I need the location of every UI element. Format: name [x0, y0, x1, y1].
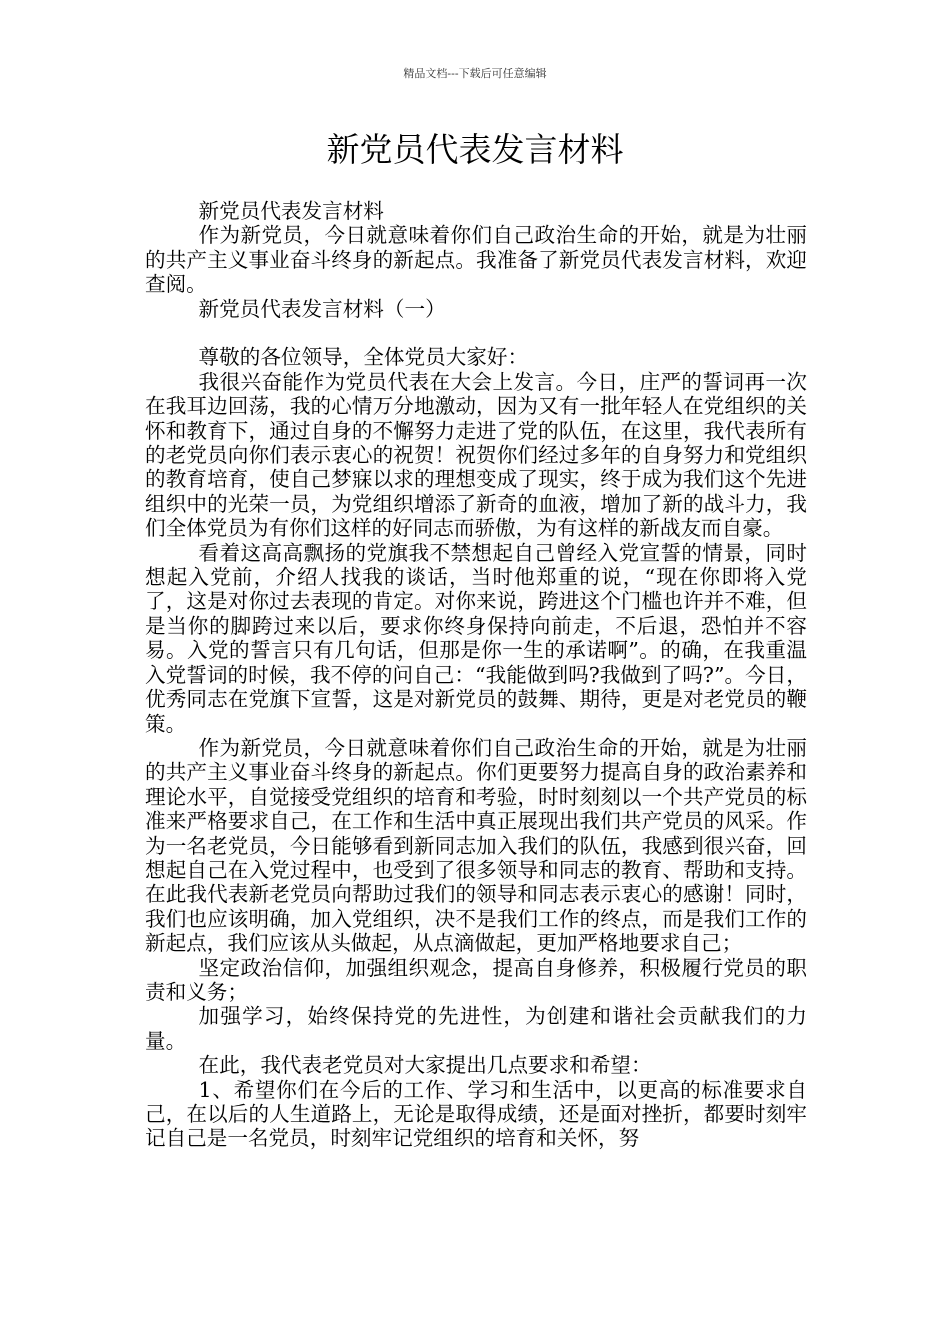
- paragraph: 加强学习，始终保持党的先进性，为创建和谐社会贡献我们的力量。: [145, 1004, 807, 1053]
- paragraph: 作为新党员，今日就意味着你们自己政治生命的开始，就是为壮丽的共产主义事业奋斗终身的新起点。我准备了新党员代表发言材料，欢迎查阅。: [145, 223, 807, 297]
- blank-line: [145, 321, 807, 345]
- paragraph: 新党员代表发言材料（一）: [198, 296, 446, 321]
- paragraph: 尊敬的各位领导，全体党员大家好：: [198, 345, 529, 370]
- paragraph: 坚定政治信仰，加强组织观念，提高自身修养，积极履行党员的职责和义务；: [145, 955, 807, 1004]
- paragraph: 新党员代表发言材料: [198, 199, 384, 223]
- paragraph: 看着这高高飘扬的党旗我不禁想起自己曾经入党宣誓的情景，同时想起入党前，介绍人找我的谈话，当时他郑重的说，“现在你即将入党了，这是对你过去表现的肯定。对你来说，跨进这个门槛也许并不难，但是当你的脚跨过来以后，要求你终身保持向前走，不后退，恐怕并不容易。入党的誓言只有几句话，但那是你一生的承诺啊”。的确，在我重温入党誓词的时候，我不停的问自己：“我能做到吗?我做到了吗?”。今日，优秀同志在党旗下宣誓，这是对新党员的鼓舞、期待，更是对老党员的鞭策。: [145, 540, 807, 736]
- paragraph: 我很兴奋能作为党员代表在大会上发言。今日，庄严的誓词再一次在我耳边回荡，我的心情万分地激动，因为又有一批年轻人在党组织的关怀和教育下，通过自身的不懈努力走进了党的队伍，在这里，我代表所有的老党员向你们表示衷心的祝贺！祝贺你们经过多年的自身努力和党组织的教育培育，使自己梦寐以求的理想变成了现实，终于成为我们这个先进组织中的光荣一员，为党组织增添了新奇的血液，增加了新的战斗力，我们全体党员为有你们这样的好同志而骄傲，为有这样的新战友而自豪。: [145, 369, 807, 541]
- paragraph: 在此，我代表老党员对大家提出几点要求和希望：: [198, 1053, 652, 1078]
- paragraph: 1、希望你们在今后的工作、学习和生活中，以更高的标准要求自己，在以后的人生道路上，无论是取得成绩，还是面对挫折，都要时刻牢记自己是一名党员，时刻牢记党组织的培育和关怀，努: [145, 1077, 807, 1151]
- document-body: [145, 199, 807, 1151]
- header-note: 精品文档---下载后可任意编辑: [403, 67, 547, 80]
- paragraph: 作为新党员，今日就意味着你们自己政治生命的开始，就是为壮丽的共产主义事业奋斗终身的新起点。你们更要努力提高自身的政治素养和理论水平，自觉接受党组织的培育和考验，时时刻刻以一个共产党员的标准来严格要求自己，在工作和生活中真正展现出我们共产党员的风采。作为一名老党员，今日能够看到新同志加入我们的队伍，我感到很兴奋，回想起自己在入党过程中，也受到了很多领导和同志的教育、帮助和支持。在此我代表新老党员向帮助过我们的领导和同志表示衷心的感谢！同时，我们也应该明确，加入党组织，决不是我们工作的终点，而是我们工作的新起点，我们应该从头做起，从点滴做起，更加严格地要求自己；: [145, 735, 807, 956]
- document-title: 新党员代表发言材料: [326, 130, 624, 169]
